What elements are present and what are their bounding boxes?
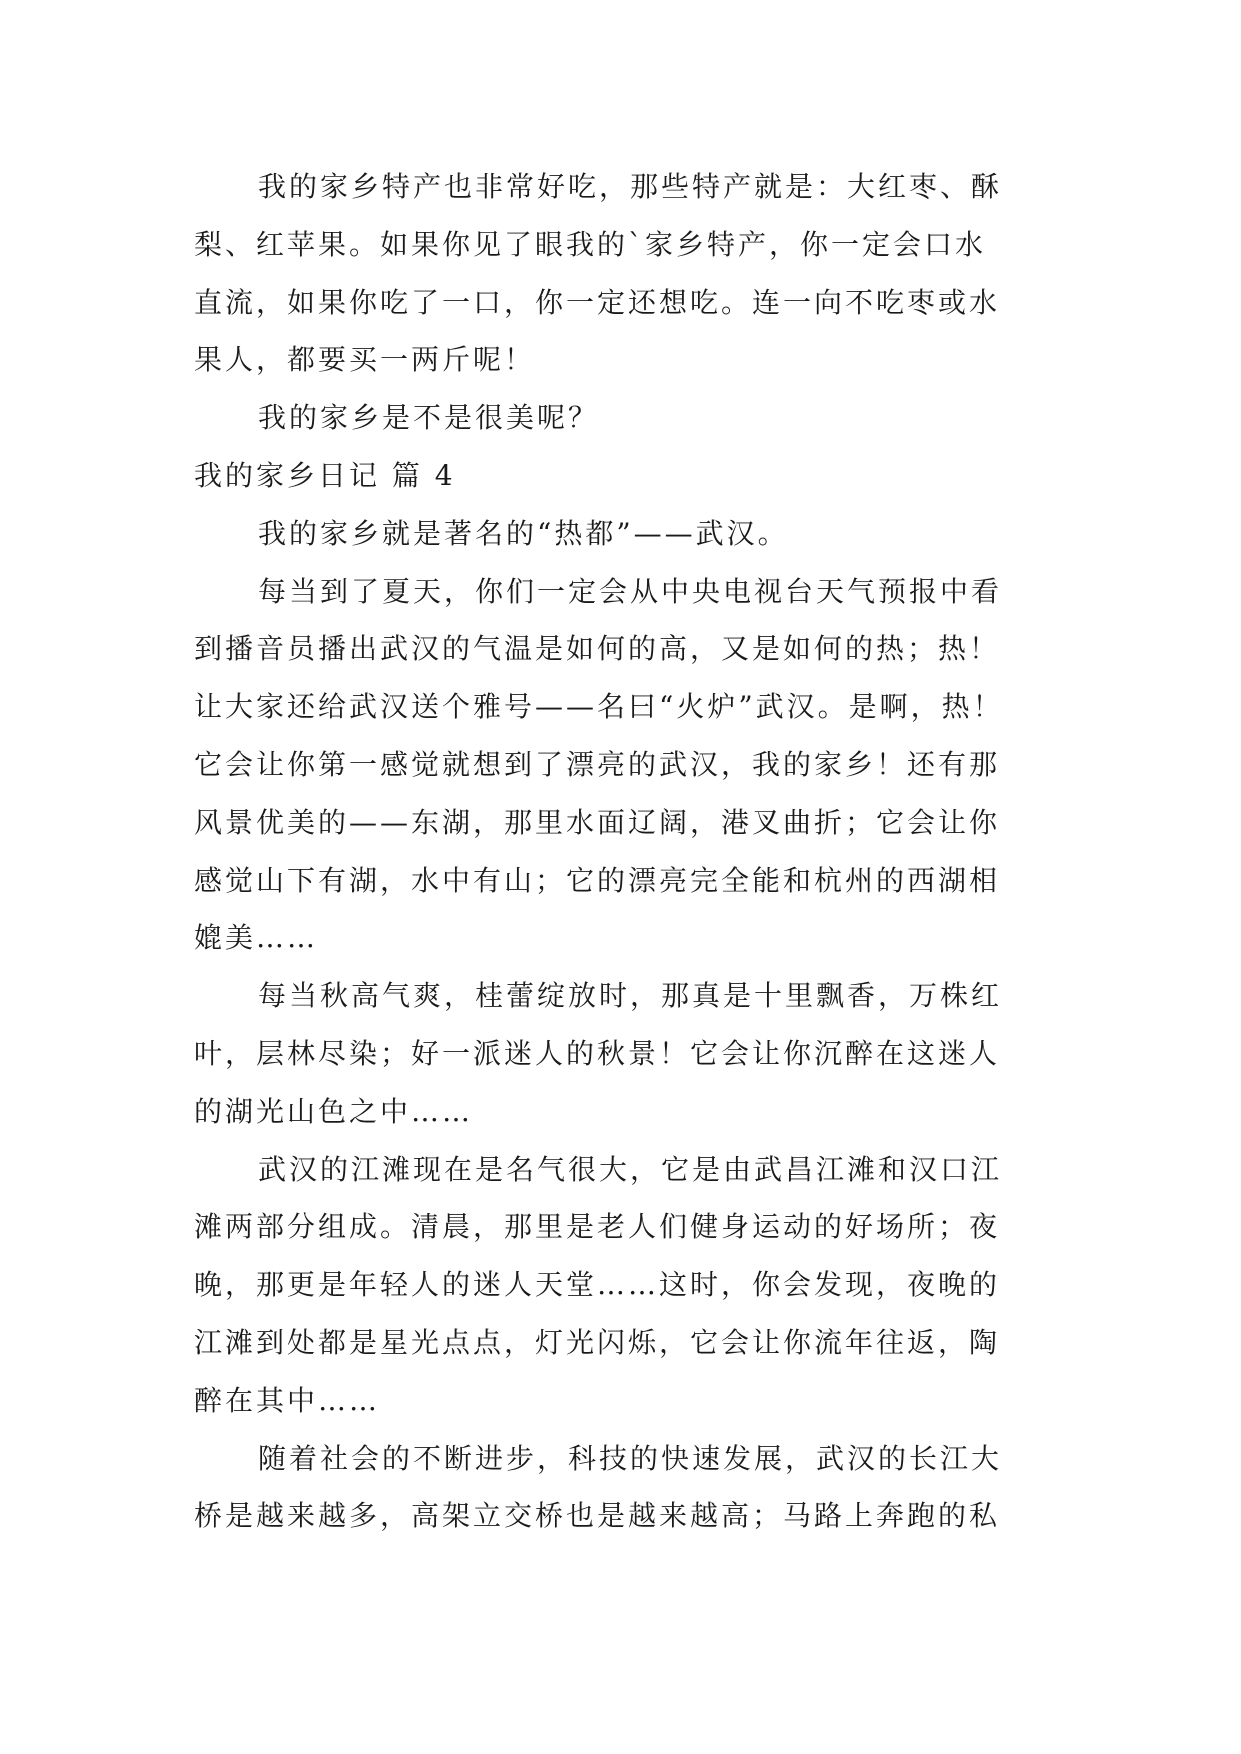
- text-line: 江滩到处都是星光点点，灯光闪烁，它会让你流年往返，陶: [194, 1325, 1001, 1359]
- text-line: 的湖光山色之中……: [194, 1094, 474, 1128]
- text-line: 滩两部分组成。清晨，那里是老人们健身运动的好场所；夜: [194, 1210, 1001, 1244]
- text-line: 到播音员播出武汉的气温是如何的高，又是如何的热；热！: [194, 632, 1001, 666]
- text-line: 直流，如果你吃了一口，你一定还想吃。连一向不吃枣或水: [194, 285, 1001, 319]
- text-line: 每当到了夏天，你们一定会从中央电视台天气预报中看: [258, 574, 1003, 608]
- paragraph: [194, 158, 1054, 389]
- text-line: 我的家乡就是著名的“热都”——武汉。: [258, 516, 789, 550]
- document-body: [194, 158, 1054, 1545]
- paragraph: [194, 967, 1054, 1140]
- text-line: 梨、红苹果。如果你见了眼我的`家乡特产，你一定会口水: [194, 227, 987, 261]
- text-line: 桥是越来越多，高架立交桥也是越来越高；马路上奔跑的私: [194, 1499, 1001, 1533]
- text-line: 我的家乡是不是很美呢？: [258, 401, 600, 435]
- text-line: 让大家还给武汉送个雅号——名曰“火炉”武汉。是啊，热！: [194, 690, 1004, 724]
- paragraph: [194, 563, 1054, 968]
- text-line: 晚，那更是年轻人的迷人天堂……这时，你会发现，夜晚的: [194, 1268, 1001, 1302]
- text-line: 醉在其中……: [194, 1383, 381, 1417]
- paragraph: [194, 1141, 1054, 1430]
- section-heading: [194, 447, 1054, 505]
- text-line: 媲美……: [194, 921, 319, 955]
- text-line: 随着社会的不断进步，科技的快速发展，武汉的长江大: [258, 1441, 1003, 1475]
- text-line: 叶，层林尽染；好一派迷人的秋景！它会让你沉醉在这迷人: [194, 1036, 1001, 1070]
- text-line: 果人，都要买一两斤呢！: [194, 343, 536, 377]
- text-line: 风景优美的——东湖，那里水面辽阔，港叉曲折；它会让你: [194, 805, 1001, 839]
- text-line: 每当秋高气爽，桂蕾绽放时，那真是十里飘香，万株红: [258, 979, 1003, 1013]
- text-line: 它会让你第一感觉就想到了漂亮的武汉，我的家乡！还有那: [194, 747, 1001, 781]
- paragraph: [194, 1430, 1054, 1546]
- heading-text: 我的家乡日记 篇 4: [194, 458, 456, 492]
- text-line: 武汉的江滩现在是名气很大，它是由武昌江滩和汉口江: [258, 1152, 1003, 1186]
- paragraph: [194, 505, 1054, 563]
- text-line: 感觉山下有湖，水中有山；它的漂亮完全能和杭州的西湖相: [194, 863, 1001, 897]
- text-line: 我的家乡特产也非常好吃，那些特产就是：大红枣、酥: [258, 170, 1003, 203]
- paragraph: [194, 389, 1054, 447]
